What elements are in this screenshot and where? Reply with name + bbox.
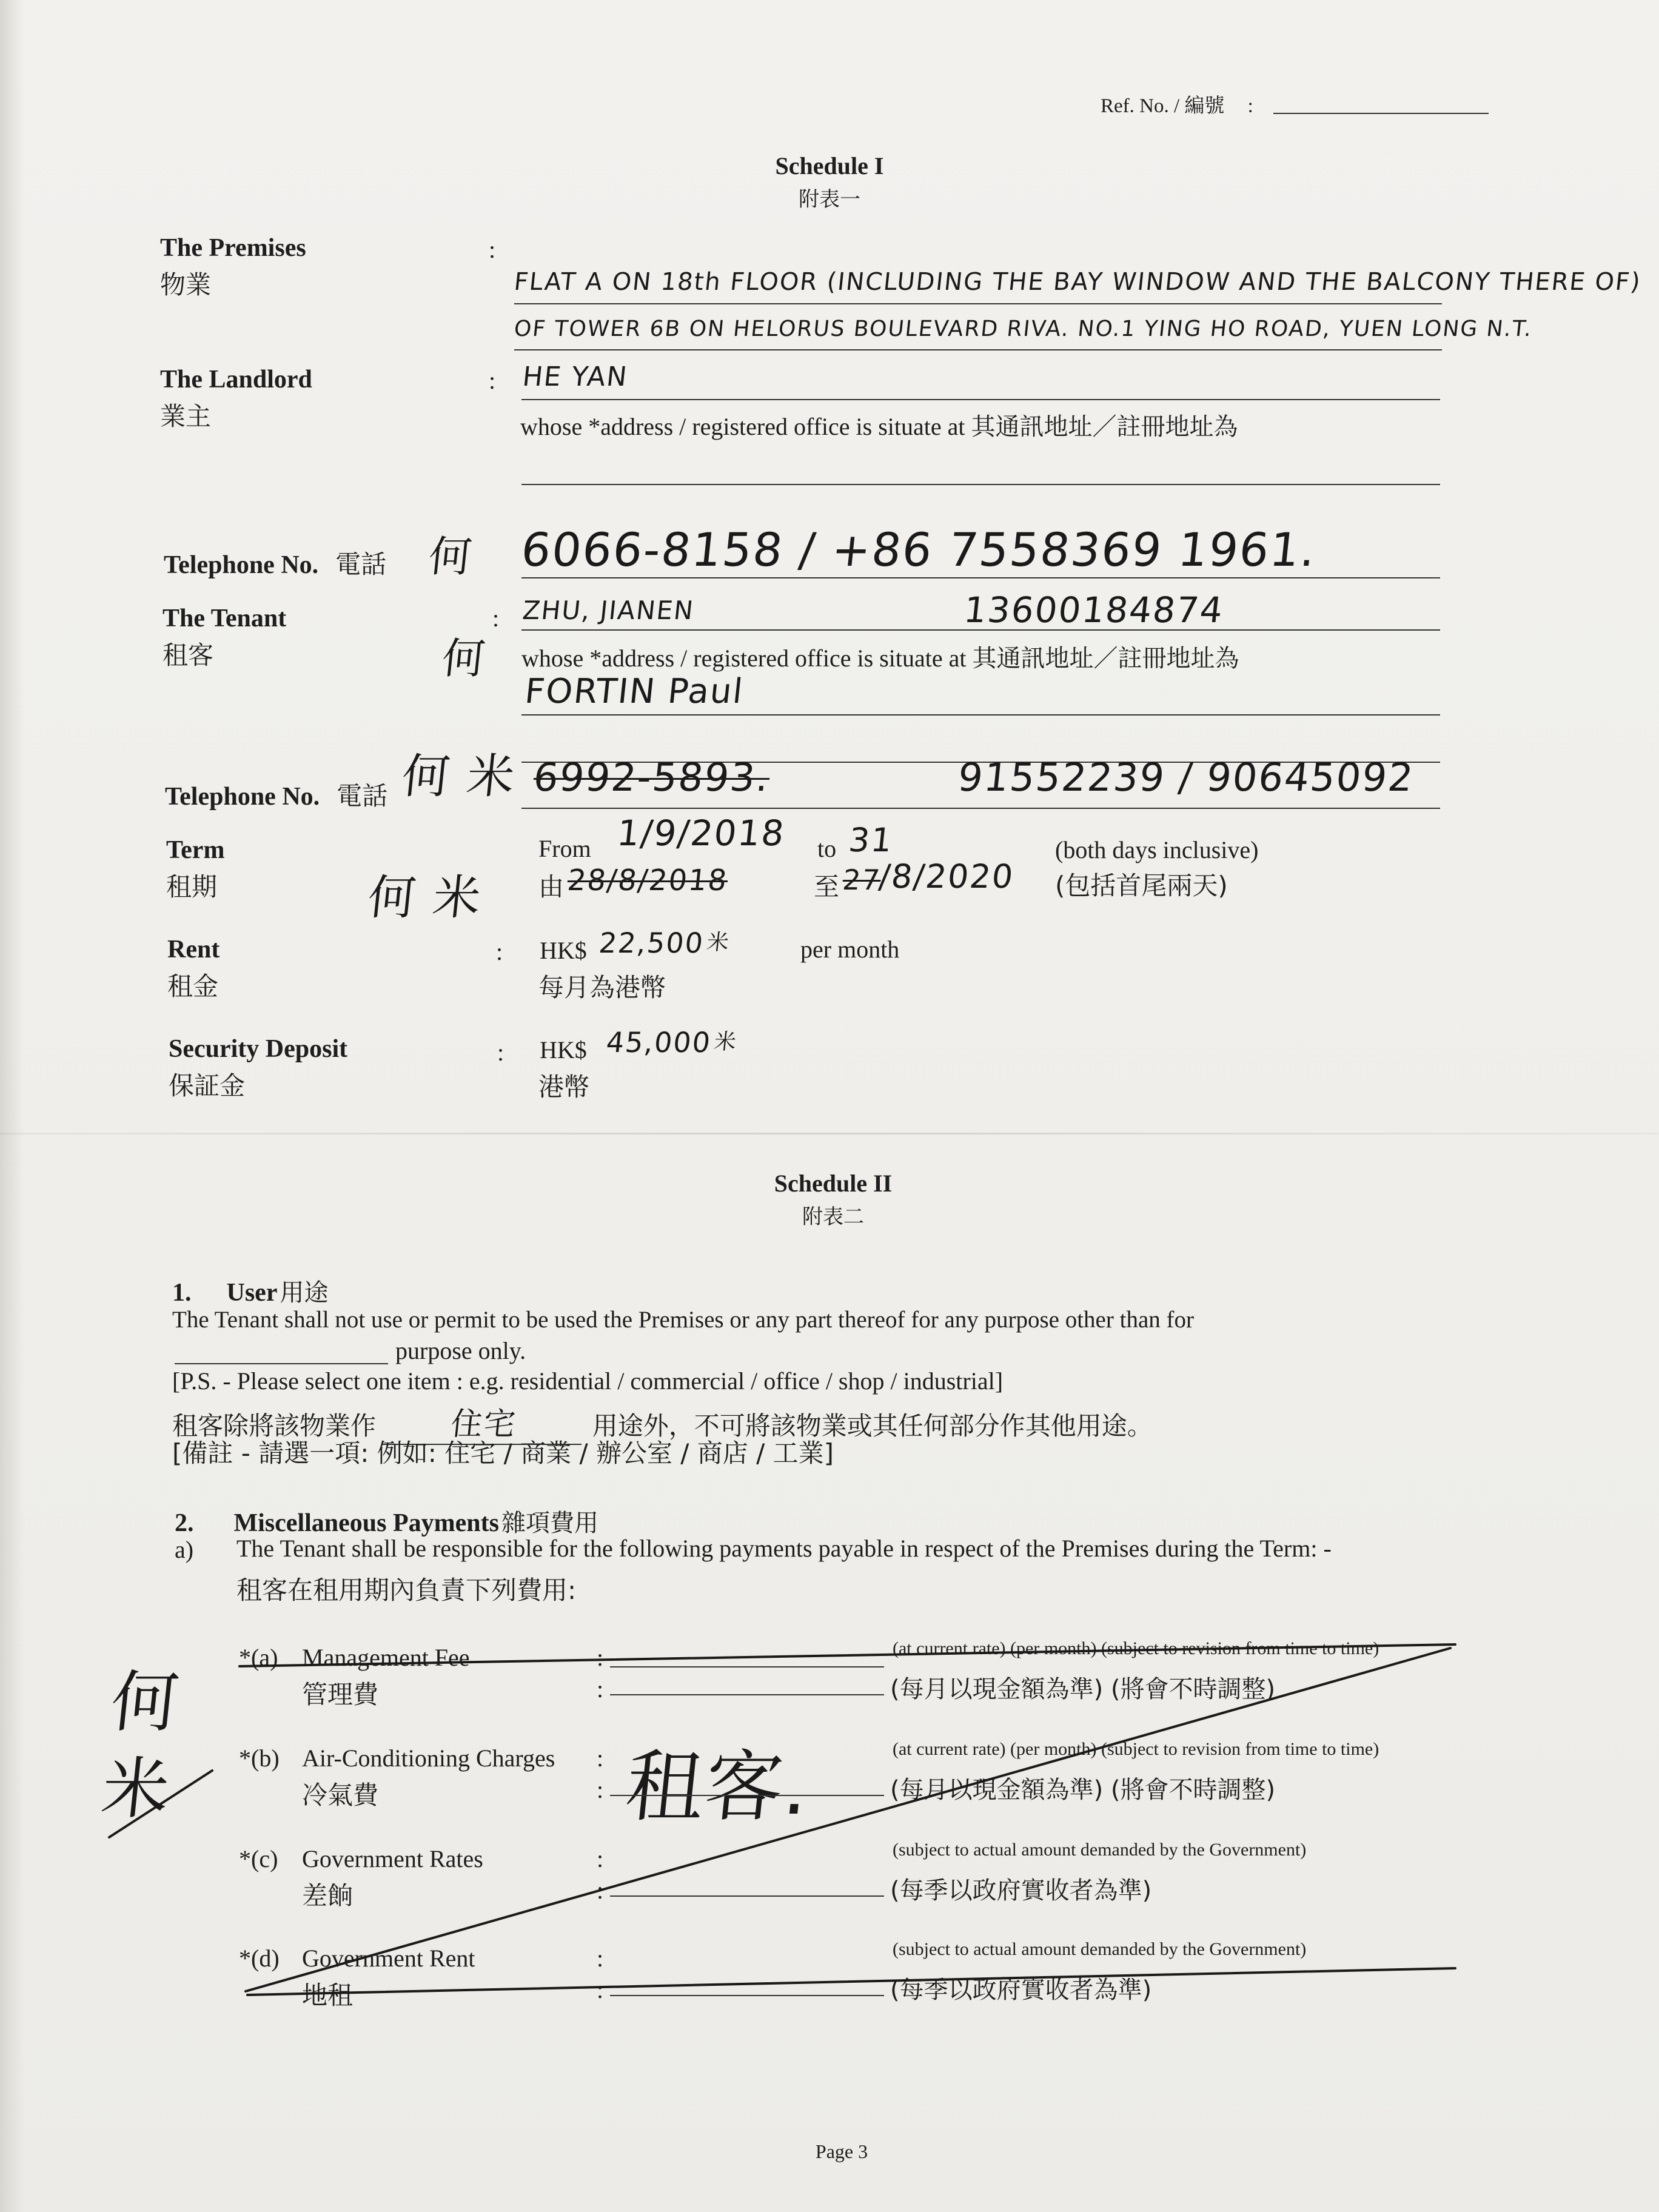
landlord-label: The Landlord [160, 366, 312, 394]
landlord-tel-label-zh: 電話 [335, 549, 387, 579]
rent-label: Rent [167, 936, 220, 964]
user-title-zh: 用途 [280, 1279, 329, 1307]
rent-currency-zh: 每月為港幣 [538, 973, 666, 1002]
landlord-name-handwriting: HE YAN [521, 361, 630, 392]
term-from-old-date: 28/8/2018 [566, 863, 730, 897]
user-ps-note: [P.S. - Please select one item : e.g. residential / commercial / office / shop / industrial] [172, 1367, 1004, 1395]
tenant-tel-initials: 何 米 [399, 749, 518, 804]
misc-item-government-rent [239, 1939, 1452, 2036]
tenant-address-text: whose *address / registered office is situate at 其通訊地址／註冊地址為 [521, 645, 1239, 672]
item-colon-1: : [597, 1744, 604, 1772]
landlord-tel-initials: 何 [426, 532, 475, 581]
item-code: *(d) [239, 1945, 280, 1972]
misc-a-text-zh: 租客在租用期內負責下列費用: [236, 1575, 577, 1605]
item-name-zh: 管理費 [302, 1680, 379, 1709]
premises-colon: : [489, 236, 496, 263]
user-clause-text: The Tenant shall not use or permit to be used the Premises or any part thereof for any purpose other than for [172, 1307, 1194, 1333]
misc-a-text: The Tenant shall be responsible for the following payments payable in respect of the Premises during the Term: - [236, 1535, 1332, 1562]
item-note: (at current rate) (per month) (subject to revision from time to time) [893, 1739, 1379, 1759]
premises-label: The Premises [160, 234, 306, 262]
premises-handwriting-line-1: FLAT A ON 18th FLOOR (INCLUDING THE BAY WINDOW AND THE BALCONY THERE OF) [512, 268, 1643, 296]
term-inclusive: (both days inclusive) [1055, 836, 1259, 863]
tenant-tel-label-zh: 電話 [337, 781, 388, 811]
item-name: Government Rent [302, 1945, 475, 1972]
tenant-label-block [163, 604, 286, 672]
landlord-tel-handwriting: 6066-8158 / +86 7558369 1961. [518, 523, 1319, 577]
user-zh-handwriting: 住宅 [381, 1398, 586, 1445]
item-note: (subject to actual amount demanded by the Government) [893, 1939, 1307, 1959]
deposit-currency: HK$ [540, 1036, 587, 1064]
tenant-name-field [521, 629, 1440, 631]
item-name: Management Fee [302, 1644, 470, 1671]
item-note-zh: (每月以現金額為準) (將會不時調整) [890, 1776, 1276, 1804]
user-zh-pre: 租客除將該物業作 [172, 1411, 377, 1441]
ref-no-field [1273, 113, 1489, 114]
rent-amount-handwriting: 22,500 [597, 927, 706, 959]
misc-number: 2. [175, 1509, 194, 1537]
term-inclusive-zh: (包括首尾兩天) [1055, 871, 1228, 900]
term-to-new-day: 31 [846, 821, 896, 859]
item-note: (subject to actual amount demanded by the Government) [893, 1840, 1307, 1860]
term-from-new-date: 1/9/2018 [615, 813, 788, 854]
landlord-label-zh: 業主 [160, 401, 212, 431]
misc-title-zh: 雜項費用 [501, 1509, 598, 1537]
item-code: *(a) [239, 1644, 278, 1671]
user-zh-post: 用途外，不可將該物業或其任何部分作其他用途。 [592, 1411, 1153, 1441]
deposit-label-zh: 保証金 [169, 1071, 246, 1101]
premises-handwriting-line-2: OF TOWER 6B ON HELORUS BOULEVARD RIVA. NO.1 YING HO ROAD, YUEN LONG N.T. [512, 317, 1534, 341]
misc-margin-initials: 何 米 [98, 1663, 184, 1828]
premises-field-line-1 [514, 303, 1442, 304]
term-to-label-zh: 至 [814, 872, 840, 902]
misc-item-management [239, 1638, 1452, 1735]
tenant-name-handwriting: ZHU, JIANEN [521, 595, 696, 625]
item-note-zh: (每季以政府實收者為準) [890, 1877, 1152, 1905]
schedule-2-title: Schedule II [774, 1170, 893, 1197]
landlord-address-field [521, 484, 1440, 485]
page-number: Page 3 [815, 2140, 868, 2162]
item-name: Air-Conditioning Charges [302, 1744, 555, 1772]
tenant-label: The Tenant [163, 605, 287, 632]
premises-field-line-2 [514, 349, 1442, 350]
rent-label-block [167, 935, 220, 1003]
deposit-colon: : [497, 1039, 504, 1066]
user-title: User [226, 1279, 278, 1307]
landlord-tel-label-block [164, 545, 386, 581]
deposit-label: Security Deposit [169, 1035, 348, 1063]
term-label-block [166, 836, 224, 903]
term-to-month-year: /8/2020 [877, 857, 1016, 896]
page-edge [0, 0, 24, 2212]
landlord-tel-field [521, 577, 1440, 578]
term-label-zh: 租期 [166, 872, 218, 902]
tenant-tel-handwriting: 91552239 / 90645092 [956, 756, 1416, 800]
premises-label-zh: 物業 [160, 270, 212, 300]
item-name-zh: 冷氣費 [302, 1780, 379, 1810]
landlord-colon: : [489, 367, 496, 394]
item-colon-2: : [597, 1877, 604, 1904]
rent-per-month: per month [800, 936, 900, 963]
user-purpose-blank [175, 1363, 388, 1364]
user-number: 1. [172, 1279, 192, 1307]
term-to-label: to [817, 835, 837, 862]
schedule-1-title: Schedule I [775, 152, 884, 179]
misc-a-number: a) [175, 1536, 194, 1563]
item-blank-2 [610, 1694, 884, 1695]
item-blank [610, 1895, 884, 1897]
item-colon-1: : [597, 1644, 604, 1671]
rent-label-zh: 租金 [167, 971, 219, 1001]
term-to-old-day: 27 [841, 863, 883, 896]
item-note: (at current rate) (per month) (subject to revision from time to time) [893, 1638, 1379, 1658]
schedule-2-heading [712, 1169, 954, 1230]
item-note-zh: (每季以政府實收者為準) [890, 1976, 1152, 2004]
rent-colon: : [496, 938, 503, 965]
item-blank [610, 1795, 884, 1796]
user-purpose-only: purpose only. [395, 1337, 526, 1364]
tenant-tel-field [521, 808, 1440, 809]
misc-title: Miscellaneous Payments [233, 1509, 499, 1537]
tenant-tel-label-block [165, 776, 387, 813]
deposit-amount-handwriting: 45,000 [605, 1026, 713, 1059]
deposit-amount-initial: 米 [712, 1030, 739, 1054]
term-from-label-zh: 由 [538, 872, 565, 902]
item-name: Government Rates [302, 1845, 483, 1872]
tenant-colon: : [492, 605, 500, 632]
term-initials: 何 米 [365, 871, 484, 925]
landlord-tel-label: Telephone No. [164, 551, 319, 579]
deposit-label-block [169, 1034, 347, 1102]
item-colon-1: : [597, 1945, 604, 1972]
landlord-address-text: whose *address / registered office is situate at 其通訊地址／註冊地址為 [520, 413, 1238, 440]
item-code: *(b) [239, 1744, 280, 1772]
item-code: *(c) [239, 1845, 278, 1872]
tenant-label-zh: 租客 [163, 640, 214, 670]
tenant-address-handwriting: FORTIN Paul [523, 672, 746, 711]
ref-no-label [1101, 90, 1253, 118]
deposit-currency-zh: 港幣 [538, 1072, 590, 1102]
item-colon-1: : [597, 1845, 604, 1872]
item-blank-1 [610, 1666, 884, 1667]
item-colon-2: : [597, 1675, 604, 1703]
item-note-zh: (每月以現金額為準) (將會不時調整) [890, 1675, 1276, 1703]
misc-heading [175, 1504, 598, 1538]
rent-amount-initial: 米 [705, 930, 731, 955]
schedule-2-title-zh: 附表二 [802, 1205, 864, 1229]
tenant-tel-label: Telephone No. [165, 783, 320, 811]
page-fold [0, 1133, 1659, 1134]
term-from-label: From [538, 835, 591, 862]
misc-item-government-rates [239, 1840, 1452, 1937]
item-colon-2: : [597, 1976, 604, 2003]
item-name-zh: 差餉 [302, 1881, 354, 1911]
user-heading [172, 1273, 328, 1308]
premises-label-block [160, 233, 306, 301]
ref-no-text: Ref. No. / 編號 [1101, 95, 1225, 117]
item-blank [610, 1995, 884, 1996]
schedule-1-heading [708, 152, 951, 212]
landlord-label-block [160, 365, 312, 433]
ref-no-colon: : [1247, 95, 1253, 117]
landlord-name-field [521, 399, 1440, 400]
landlord-address-prompt [520, 407, 1238, 442]
tenant-extra-number-handwriting: 13600184874 [962, 589, 1226, 631]
schedule-1-title-zh: 附表一 [799, 187, 860, 212]
item-name-zh: 地租 [302, 1980, 354, 2010]
misc-item-air-conditioning [239, 1739, 1452, 1836]
item-handwriting: 租客. [621, 1742, 815, 1832]
item-colon-2: : [597, 1776, 604, 1803]
user-zh-note: [備註 - 請選一項: 例如: 住宅 / 商業 / 辦公室 / 商店 / 工業] [172, 1438, 834, 1468]
tenant-tel-struck-number: 6992-5893. [531, 756, 773, 800]
rent-currency: HK$ [540, 937, 587, 964]
tenant-address-field-1 [521, 714, 1440, 716]
tenant-initials: 何 [440, 634, 489, 683]
term-label: Term [166, 836, 225, 864]
